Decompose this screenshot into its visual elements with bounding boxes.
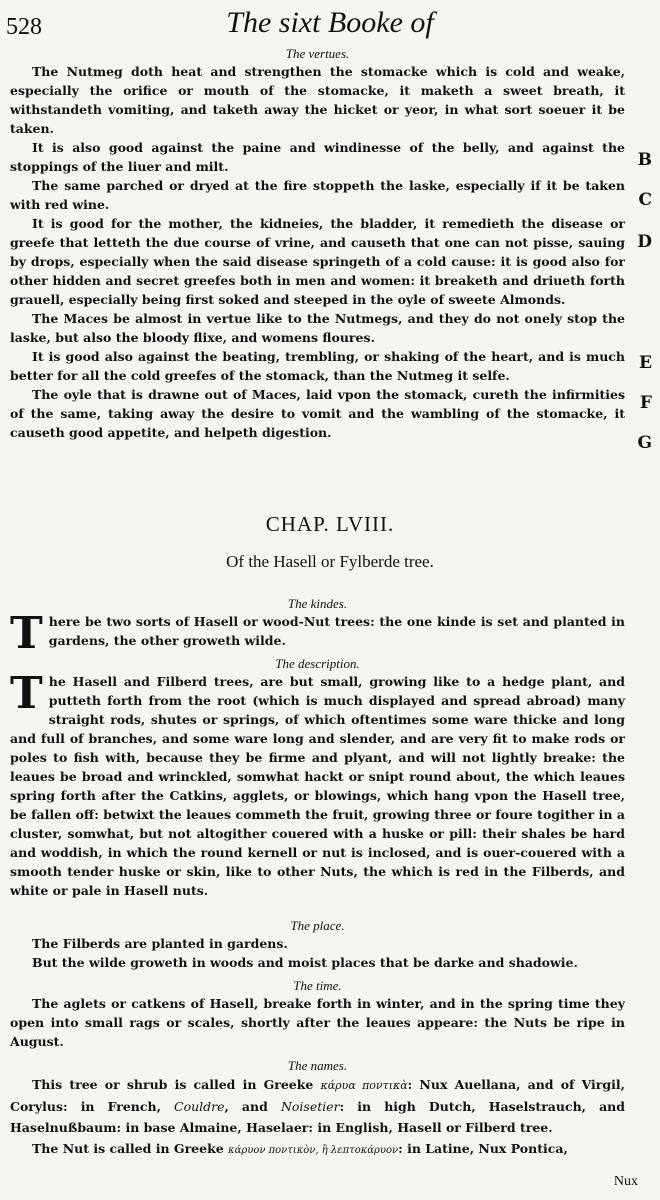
- names-section: [10, 1058, 625, 1161]
- vertues-paragraph-4: It is good for the mother, the kidneies, the bladder, it remedieth the disease or greefe that letteth the due course of vrine, and causeth that one can not pisse, sauing by drops, especially when the said disease springeth of a cold cause: it is good also for other hidden and secret greefes both in men and women: it breaketh and driueth forth grauell, especially being first soked and steeped in the oyle of sweete Almonds.: [10, 216, 625, 307]
- names-text-1c: , and: [224, 1099, 281, 1114]
- book-title: The sixt Booke of: [226, 6, 434, 39]
- french-word-1: Couldre: [174, 1099, 225, 1114]
- time-paragraph: The aglets or catkens of Hasell, breake forth in winter, and in the spring time they open into small rags or scales, shortly after the leaues appeare: the Nuts be ripe in August.: [10, 996, 625, 1049]
- vertues-paragraph-3: The same parched or dryed at the fire stoppeth the laske, especially if it be taken with red wine.: [10, 178, 625, 212]
- names-text-1a: This tree or shrub is called in Greeke: [32, 1077, 321, 1092]
- vertues-paragraph-7: The oyle that is drawne out of Maces, laid vpon the stomack, cureth the infirmities of the same, taking away the desire to vomit and the wambling of the stomacke, it causeth good appetite, and helpeth digestion.: [10, 387, 625, 440]
- margin-letter-d: D: [637, 232, 652, 252]
- names-text-1d: : in high Dutch, Haselstrauch, and Haselnußbaum: in base Almaine, Haselaer: in English, Hasell or Filberd tree.: [10, 1099, 626, 1135]
- margin-letter-c: C: [638, 190, 652, 210]
- names-paragraph-2: [10, 1138, 625, 1161]
- place-paragraph-1: The Filberds are planted in gardens.: [32, 936, 288, 951]
- kindes-section: [10, 596, 625, 659]
- catchword: Nux: [613, 1174, 638, 1189]
- place-section: [10, 918, 625, 972]
- names-heading: The names.: [287, 1058, 348, 1073]
- vertues-paragraph-1: The Nutmeg doth heat and strengthen the stomacke which is cold and weake, especially the orifice or mouth of the stomacke, it maketh a sweet breath, it withstandeth vomiting, and taketh away the hicket or yeor, in what sort soeuer it be taken.: [10, 64, 625, 136]
- kindes-text: here be two sorts of Hasell or wood-Nut trees: the one kinde is set and planted in gardens, the other groweth wilde.: [48, 614, 625, 648]
- vertues-heading: The vertues.: [285, 46, 350, 61]
- greek-word-1: κάρυα ποντικὰ: [320, 1079, 408, 1092]
- time-heading: The time.: [293, 978, 342, 993]
- place-paragraph-2: But the wilde groweth in woods and moist places that be darke and shadowie.: [32, 955, 578, 970]
- description-heading: The description.: [275, 656, 360, 671]
- names-text-2b: : in Latine, Nux Pontica,: [398, 1141, 568, 1156]
- margin-letter-g: G: [637, 433, 652, 453]
- page-number: 528: [6, 14, 42, 40]
- vertues-paragraph-5: The Maces be almost in vertue like to the Nutmegs, and they do not onely stop the laske, but also the bloody flixe, and womens floures.: [10, 311, 625, 345]
- vertues-paragraph-6: It is good also against the beating, trembling, or shaking of the heart, and is much better for all the cold greefes of the stomack, than the Nutmeg it selfe.: [10, 349, 625, 383]
- vertues-section: [10, 46, 625, 442]
- description-paragraph: [10, 668, 625, 900]
- kindes-drop-cap: T: [10, 608, 43, 659]
- names-paragraph-1: [10, 1074, 625, 1138]
- margin-letter-f: F: [639, 393, 652, 413]
- description-drop-cap: T: [10, 668, 43, 719]
- vertues-paragraph-2: It is also good against the paine and windinesse of the belly, and against the stoppings of the liuer and milt.: [10, 140, 625, 174]
- names-text-1b: : Nux Auellana, and of Virgil, Corylus: in French,: [10, 1077, 625, 1114]
- margin-letter-e: E: [639, 353, 652, 373]
- description-section: [10, 656, 625, 900]
- running-head: [0, 4, 660, 44]
- names-text-2a: The Nut is called in Greeke: [32, 1141, 229, 1156]
- french-word-2: Noisetier: [280, 1099, 340, 1114]
- description-text: he Hasell and Filberd trees, are but small, growing like to a hedge plant, and putteth forth from the root (which is much displayed and spread abroad) many straight rods, shutes or springs, of which oftentimes some ware thicke and long and full of branches, and some ware long and slender, and are very fit to make rods or poles to fish with, because they be firme and plyant, and will not lightly breake: the leaues be broad and wrinckled, somwhat hackt or snipt round about, the which leaues spring forth after the Catkins, agglets, or blowings, which hang vpon the Hasell tree, be fallen off: betwixt the leaues commeth the fruit, growing three or foure togither in a cluster, somwhat, but not altogither couered with a huske or pill: their shales be hard and woddish, in which the round kernell or nut is inclosed, and is ouer-couered with a smooth tender huske or skin, like to other Nuts, the which is red in the Filberds, and white or pale in Hasell nuts.: [10, 674, 625, 898]
- chapter-heading: CHAP. LVIII.: [265, 512, 395, 536]
- margin-letter-b: B: [637, 150, 652, 170]
- greek-word-2: κάρυον ποντικὸν, ἢ λεπτοκάρυον: [228, 1145, 399, 1156]
- kindes-heading: The kindes.: [287, 596, 348, 611]
- kindes-paragraph: [10, 608, 625, 659]
- time-section: [10, 978, 625, 1051]
- chapter-subtitle: Of the Hasell or Fylberde tree.: [226, 552, 434, 571]
- place-heading: The place.: [290, 918, 345, 933]
